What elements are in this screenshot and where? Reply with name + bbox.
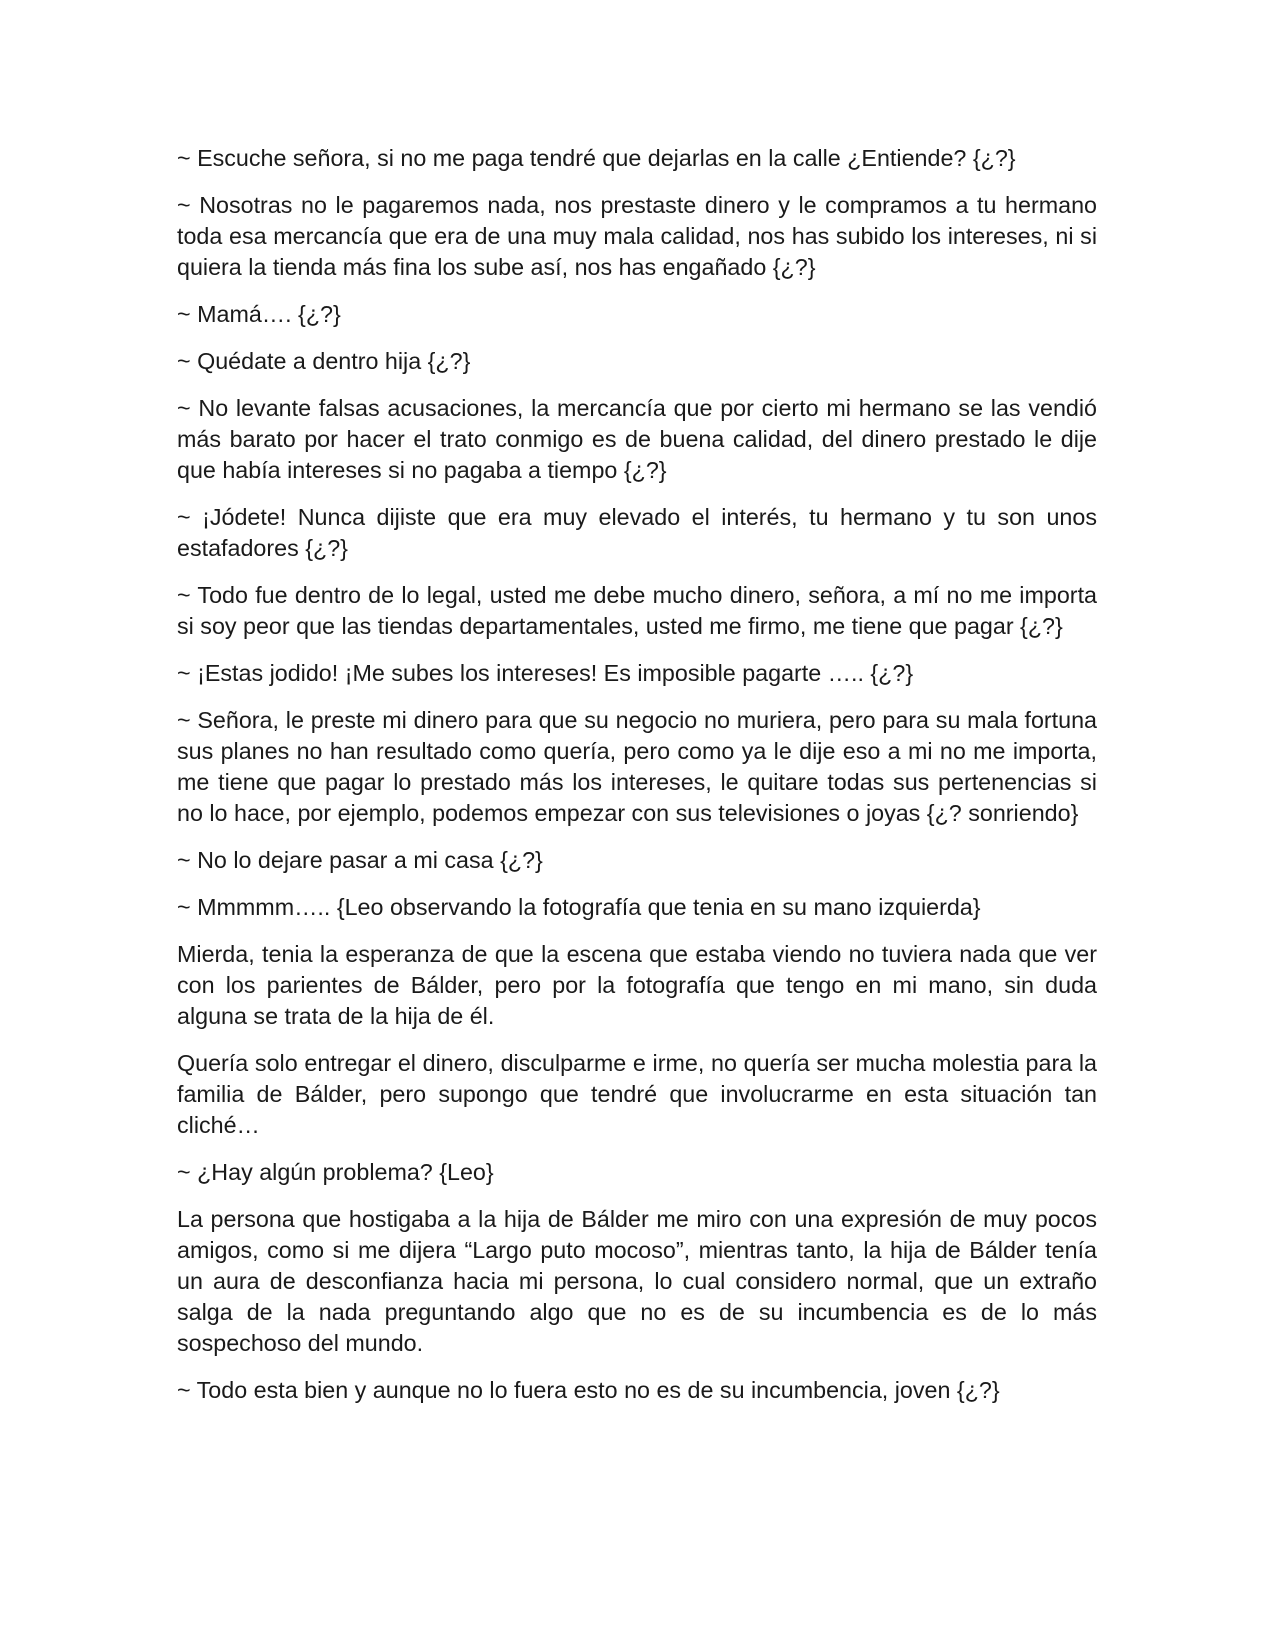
dialogue-line: ~ No levante falsas acusaciones, la mercancía que por cierto mi hermano se las vendió más barato por hacer el trato conmigo es de buena calidad, del dinero prestado le dije que había intereses si no pagaba a tiempo {¿?}	[177, 395, 1097, 483]
document-page	[177, 143, 1097, 1422]
dialogue-line: ~ No lo dejare pasar a mi casa {¿?}	[177, 847, 543, 873]
dialogue-line: ~ Señora, le preste mi dinero para que su negocio no muriera, pero para su mala fortuna sus planes no han resultado como quería, pero como ya le dije eso a mi no me importa, me tiene que pagar lo prestado más los intereses, le quitare todas sus pertenencias si no lo hace, por ejemplo, podemos empezar con sus televisiones o joyas {¿? sonriendo}	[177, 707, 1097, 826]
dialogue-line: ~ Escuche señora, si no me paga tendré que dejarlas en la calle ¿Entiende? {¿?}	[177, 145, 1016, 171]
dialogue-line: ~ Quédate a dentro hija {¿?}	[177, 348, 471, 374]
dialogue-line: ~ Nosotras no le pagaremos nada, nos prestaste dinero y le compramos a tu hermano toda esa mercancía que era de una muy mala calidad, nos has subido los intereses, ni si quiera la tienda más fina los sube así, nos has engañado {¿?}	[177, 192, 1097, 280]
dialogue-line: ~ Todo esta bien y aunque no lo fuera esto no es de su incumbencia, joven {¿?}	[177, 1377, 1000, 1403]
narration-paragraph: Quería solo entregar el dinero, disculparme e irme, no quería ser mucha molestia para la familia de Bálder, pero supongo que tendré que involucrarme en esta situación tan cliché…	[177, 1050, 1097, 1138]
dialogue-line: ~ Todo fue dentro de lo legal, usted me debe mucho dinero, señora, a mí no me importa si soy peor que las tiendas departamentales, usted me firmo, me tiene que pagar {¿?}	[177, 582, 1097, 639]
narration-paragraph: Mierda, tenia la esperanza de que la escena que estaba viendo no tuviera nada que ver con los parientes de Bálder, pero por la fotografía que tengo en mi mano, sin duda alguna se trata de la hija de él.	[177, 941, 1097, 1029]
dialogue-line: ~ ¡Estas jodido! ¡Me subes los intereses! Es imposible pagarte ….. {¿?}	[177, 660, 914, 686]
dialogue-line: ~ ¡Jódete! Nunca dijiste que era muy elevado el interés, tu hermano y tu son unos estafadores {¿?}	[177, 504, 1097, 561]
dialogue-line: ~ ¿Hay algún problema? {Leo}	[177, 1159, 494, 1185]
narration-paragraph: La persona que hostigaba a la hija de Bálder me miro con una expresión de muy pocos amigos, como si me dijera “Largo puto mocoso”, mientras tanto, la hija de Bálder tenía un aura de desconfianza hacia mi persona, lo cual considero normal, que un extraño salga de la nada preguntando algo que no es de su incumbencia es de lo más sospechoso del mundo.	[177, 1206, 1097, 1356]
dialogue-line: ~ Mamá…. {¿?}	[177, 301, 341, 327]
dialogue-line: ~ Mmmmm….. {Leo observando la fotografía que tenia en su mano izquierda}	[177, 894, 981, 920]
